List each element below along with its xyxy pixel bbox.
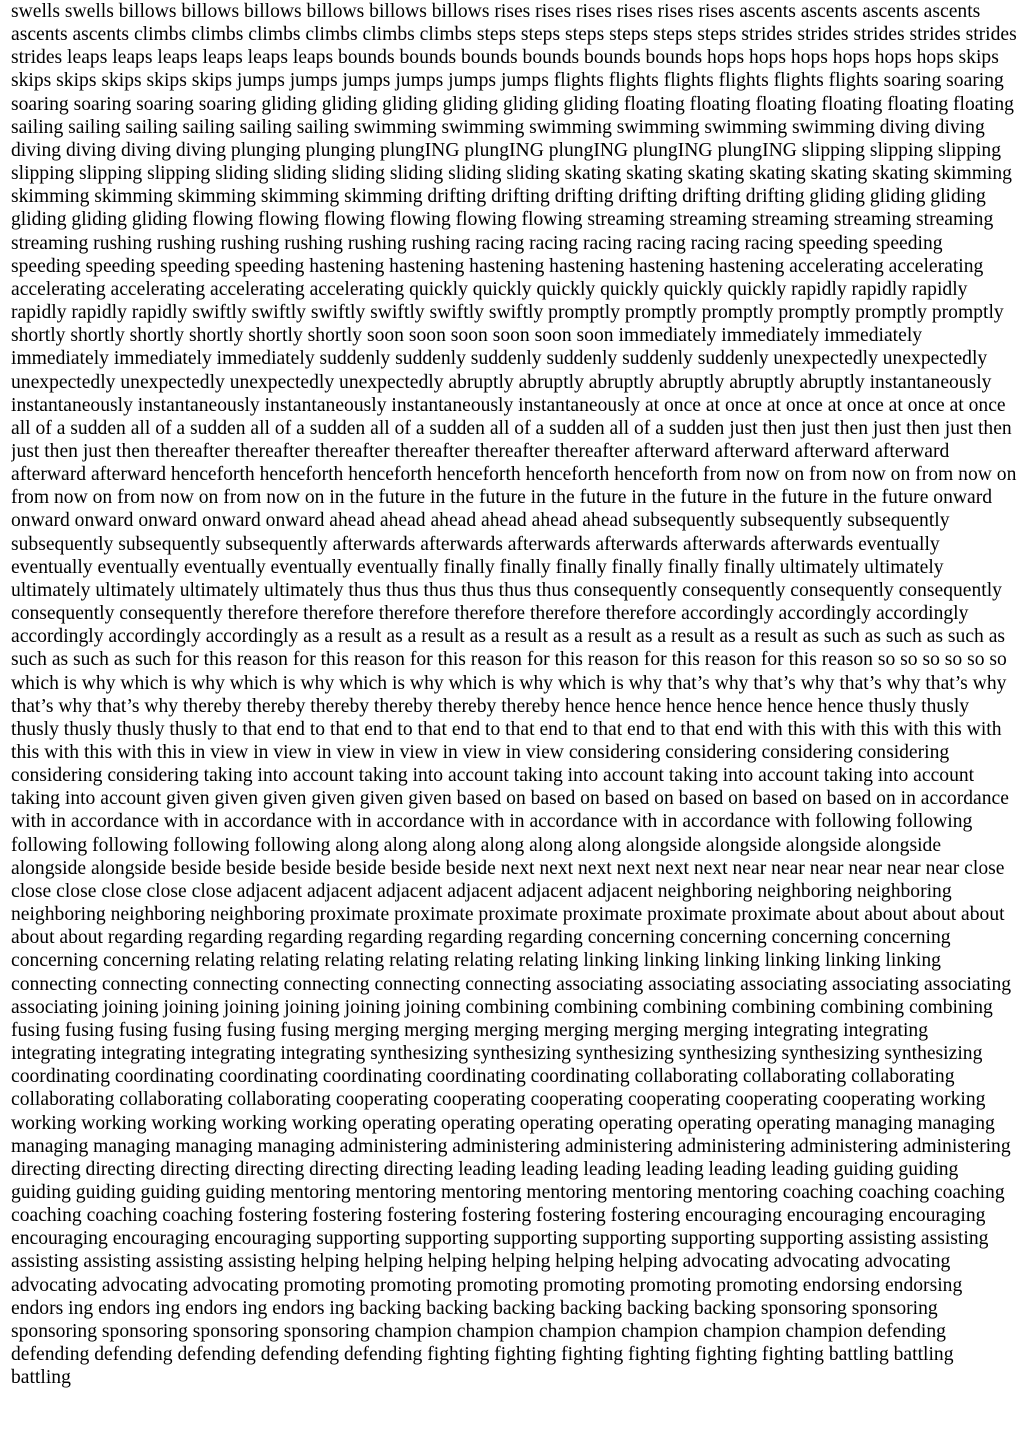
document-body-text: swells swells billows billows billows billows billows billows rises rises rises rises rises rises ascents ascents ascents ascents ascents ascents climbs climbs climbs climbs climbs climbs steps steps steps steps steps steps strides strides strides strides strides strides leaps leaps leaps leaps leaps leaps bounds bounds bounds bounds bounds bounds hops hops hops hops hops hops skips skips skips skips skips skips jumps jumps jumps jumps jumps jumps flights flights flights flights flights flights soaring soaring soaring soaring soaring soaring gliding gliding gliding gliding gliding gliding floating floating floating floating floating floating sailing sailing sailing sailing sailing sailing swimming swimming swimming swimming swimming swimming diving diving diving diving diving diving plunging plunging plungING plungING plungING plungING plungING slipping slipping slipping slipping slipping slipping sliding sliding sliding sliding sliding sliding skating skating skating skating skating skating skimming skimming skimming skimming skimming skimming drifting drifting drifting drifting drifting drifting gliding gliding gliding gliding gliding gliding flowing flowing flowing flowing flowing flowing streaming streaming streaming streaming streaming streaming rushing rushing rushing rushing rushing rushing racing racing racing racing racing racing speeding speeding speeding speeding speeding speeding hastening hastening hastening hastening hastening hastening accelerating accelerating accelerating accelerating accelerating accelerating quickly quickly quickly quickly quickly quickly rapidly rapidly rapidly rapidly rapidly rapidly swiftly swiftly swiftly swiftly swiftly swiftly promptly promptly promptly promptly promptly promptly shortly shortly shortly shortly shortly shortly soon soon soon soon soon soon immediately immediately immediately immediately immediately immediately suddenly suddenly suddenly suddenly suddenly suddenly unexpectedly unexpectedly unexpectedly unexpectedly unexpectedly unexpectedly abruptly abruptly abruptly abruptly abruptly abruptly instantaneously instantaneously instantaneously instantaneously instantaneously instantaneously at once at once at once at once at once at once all of a sudden all of a sudden all of a sudden all of a sudden all of a sudden all of a sudden just then just then just then just then just then just then thereafter thereafter thereafter thereafter thereafter thereafter afterward afterward afterward afterward afterward afterward henceforth henceforth henceforth henceforth henceforth henceforth from now on from now on from now on from now on from now on from now on in the future in the future in the future in the future in the future in the future onward onward onward onward onward onward ahead ahead ahead ahead ahead ahead subsequently subsequently subsequently subsequently subsequently subsequently afterwards afterwards afterwards afterwards afterwards afterwards eventually eventually eventually eventually eventually eventually finally finally finally finally finally finally ultimately ultimately ultimately ultimately ultimately ultimately thus thus thus thus thus thus consequently consequently consequently consequently consequently consequently therefore therefore therefore therefore therefore therefore accordingly accordingly accordingly accordingly accordingly accordingly as a result as a result as a result as a result as a result as a result as such as such as such as such as such as such for this reason for this reason for this reason for this reason for this reason for this reason so so so so so so which is why which is why which is why which is why which is why which is why that’s why that’s why that’s why that’s why that’s why that’s why thereby thereby thereby thereby thereby thereby hence hence hence hence hence hence thusly thusly thusly thusly thusly thusly to that end to that end to that end to that end to that end to that end with this with this with this with this with this with this in view in view in view in view in view in view considering considering considering considering considering considering taking into account taking into account taking into account taking into account taking into account taking into account given given given given given given based on based on based on based on based on based on in accordance with in accordance with in accordance with in accordance with in accordance with in accordance with following following following following following following along along along along along along alongside alongside alongside alongside alongside alongside beside beside beside beside beside beside next next next next next next near near near near near near close close close close close close adjacent adjacent adjacent adjacent adjacent adjacent neighboring neighboring neighboring neighboring neighboring neighboring proximate proximate proximate proximate proximate proximate about about about about about about regarding regarding regarding regarding regarding regarding concerning concerning concerning concerning concerning concerning relating relating relating relating relating relating linking linking linking linking linking linking connecting connecting connecting connecting connecting connecting associating associating associating associating associating associating joining joining joining joining joining joining combining combining combining combining combining combining fusing fusing fusing fusing fusing fusing merging merging merging merging merging merging integrating integrating integrating integrating integrating integrating synthesizing synthesizing synthesizing synthesizing synthesizing synthesizing coordinating coordinating coordinating coordinating coordinating coordinating collaborating collaborating collaborating collaborating collaborating collaborating cooperating cooperating cooperating cooperating cooperating cooperating working working working working working working operating operating operating operating operating operating managing managing managing managing managing managing administering administering administering administering administering administering directing directing directing directing directing directing leading leading leading leading leading leading guiding guiding guiding guiding guiding guiding mentoring mentoring mentoring mentoring mentoring mentoring coaching coaching coaching coaching coaching coaching fostering fostering fostering fostering fostering fostering encouraging encouraging encouraging encouraging encouraging encouraging supporting supporting supporting supporting supporting supporting assisting assisting assisting assisting assisting assisting helping helping helping helping helping helping advocating advocating advocating advocating advocating advocating promoting promoting promoting promoting promoting promoting endorsing endorsing endors ing endors ing endors ing endors ing backing backing backing backing backing backing sponsoring sponsoring sponsoring sponsoring sponsoring sponsoring champion champion champion champion champion champion defending defending defending defending defending defending fighting fighting fighting fighting fighting fighting battling battling battling: [11, 1, 1017, 1389]
document-page: [11, 0, 1017, 1446]
